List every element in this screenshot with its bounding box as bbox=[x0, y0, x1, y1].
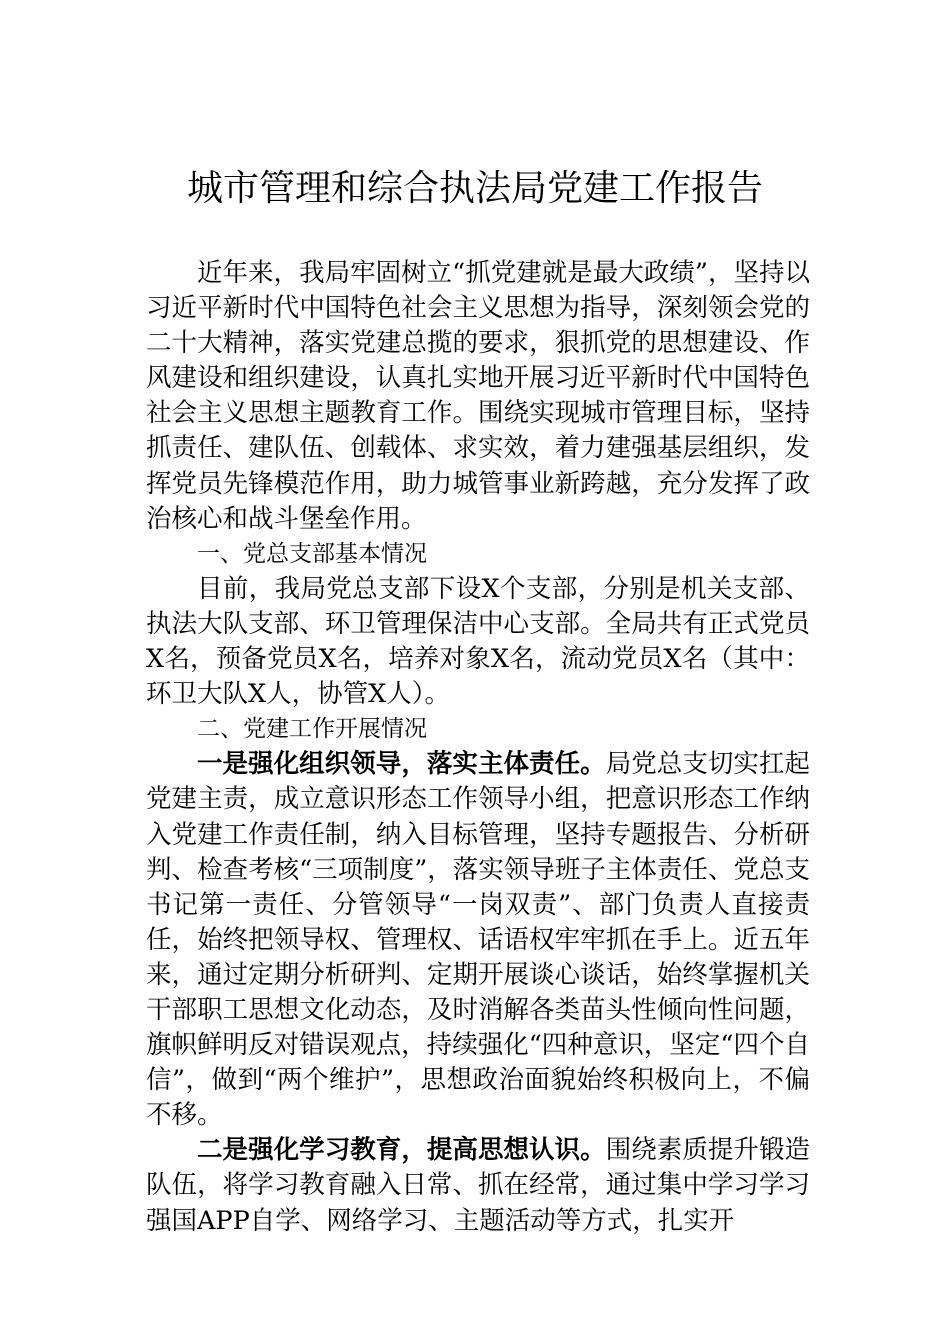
document-body bbox=[146, 256, 810, 1239]
work-item-2-lead: 二是强化学习教育，提高思想认识。 bbox=[197, 1135, 606, 1166]
work-item-2-paragraph bbox=[146, 1133, 810, 1238]
section-heading-basic-situation: 一、党总支部基本情况 bbox=[197, 540, 427, 567]
intro-paragraph: 近年来，我局牢固树立“抓党建就是最大政绩”，坚持以习近平新时代中国特色社会主义思想为指导，深刻领会党的二十大精神，落实党建总揽的要求，狠抓党的思想建设、作风建设和组织建设，认真扎实地开展习近平新时代中国特色社会主义思想主题教育工作。围绕实现城市管理目标，坚持抓责任、建队伍、创载体、求实效，着力建强基层组织，发挥党员先锋模范作用，助力城管事业新跨越，充分发挥了政治核心和战斗堡垒作用。 bbox=[146, 258, 810, 534]
document-title: 城市管理和综合执法局党建工作报告 bbox=[186, 168, 763, 209]
section-basic-situation-paragraph: 目前，我局党总支部下设X个支部，分别是机关支部、执法大队支部、环卫管理保洁中心支部。全局共有正式党员X名，预备党员X名，培养对象X名，流动党员X名（其中：环卫大队X人，协管X人）。 bbox=[146, 573, 810, 710]
work-item-1-body: 局党总支切实扛起党建主责，成立意识形态工作领导小组，把意识形态工作纳入党建工作责任制，纳入目标管理，坚持专题报告、分析研判、检查考核“三项制度”，落实领导班子主体责任、党总支书记第一责任、分管领导“一岗双责”、部门负责人直接责任，始终把领导权、管理权、话语权牢牢抓在手上。近五年来，通过定期分析研判、定期开展谈心谈话，始终掌握机关干部职工思想文化动态，及时消解各类苗头性倾向性问题，旗帜鲜明反对错误观点，持续强化“四种意识，坚定“四个自信”，做到“两个维护”，思想政治面貌始终积极向上，不偏不移。 bbox=[146, 749, 810, 1131]
work-item-1-paragraph bbox=[146, 747, 810, 1133]
section-heading-work-progress: 二、党建工作开展情况 bbox=[197, 716, 427, 743]
work-item-2-body: 围绕素质提升锻造队伍，将学习教育融入日常、抓在经常，通过集中学习学习强国APP自学、网络学习、主题活动等方式，扎实开 bbox=[146, 1135, 810, 1236]
work-item-1-lead: 一是强化组织领导，落实主体责任。 bbox=[197, 749, 606, 780]
